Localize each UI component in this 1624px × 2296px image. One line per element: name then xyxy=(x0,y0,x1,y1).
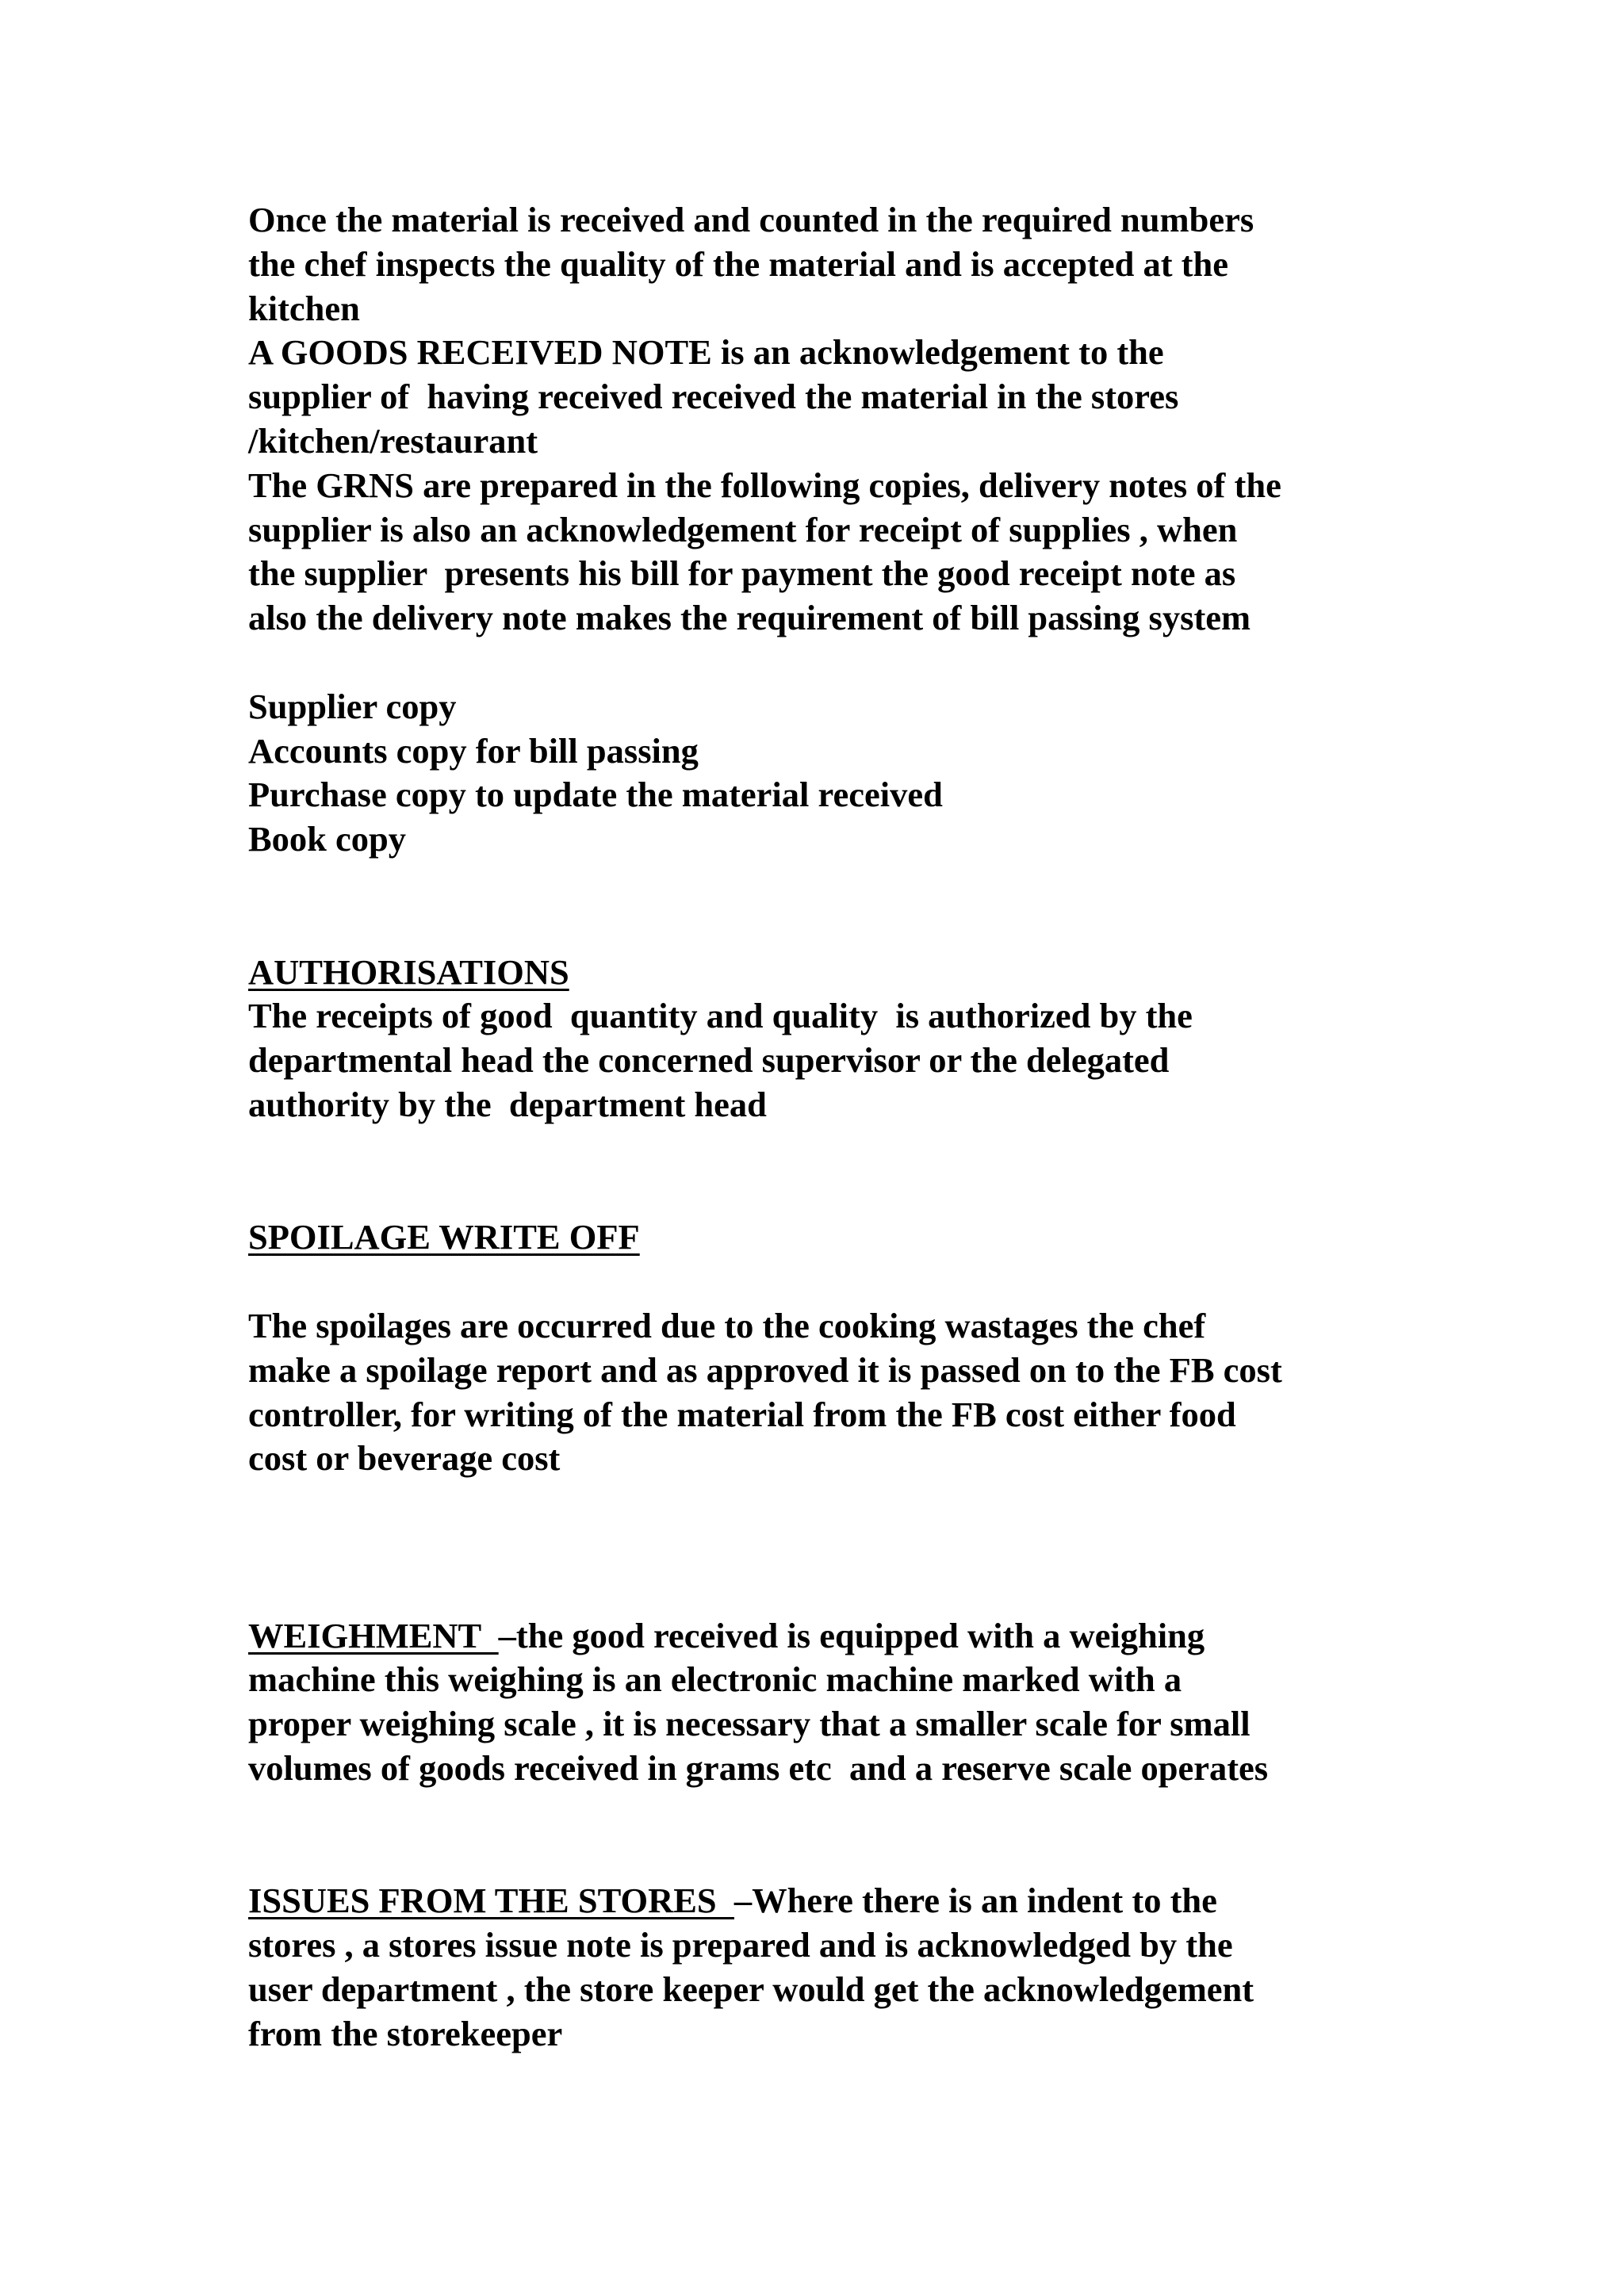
document-body xyxy=(248,198,1398,2056)
text-line: kitchen xyxy=(248,288,360,328)
text-line: make a spoilage report and as approved it is passed on to the FB cost xyxy=(248,1349,1282,1390)
text-line: stores , a stores issue note is prepared and is acknowledged by the xyxy=(248,1925,1233,1965)
text-line: machine this weighing is an electronic machine marked with a xyxy=(248,1659,1182,1700)
text-line: supplier of having received received the material in the stores xyxy=(248,377,1179,417)
authorisations-heading: AUTHORISATIONS xyxy=(248,951,569,992)
issues-heading: ISSUES FROM THE STORES xyxy=(248,1881,734,1921)
text-line: the supplier presents his bill for payment the good receipt note as xyxy=(248,553,1236,594)
intro-paragraph xyxy=(248,198,1398,641)
text-line: supplier is also an acknowledgement for receipt of supplies , when xyxy=(248,509,1238,549)
list-item: Book copy xyxy=(248,819,407,859)
text-line: the chef inspects the quality of the material and is accepted at the xyxy=(248,243,1228,284)
spoilage-heading: SPOILAGE WRITE OFF xyxy=(248,1217,640,1257)
list-item: Purchase copy to update the material received xyxy=(248,775,943,815)
text-line xyxy=(248,1879,1398,1923)
weighment-section xyxy=(248,1614,1398,1791)
text-line: volumes of goods received in grams etc and a reserve scale operates xyxy=(248,1747,1269,1788)
list-item: Supplier copy xyxy=(248,686,457,726)
list-item: Accounts copy for bill passing xyxy=(248,730,699,771)
authorisations-section xyxy=(248,951,1398,1127)
text-line: /kitchen/restaurant xyxy=(248,420,538,461)
text-line: controller, for writing of the material from the FB cost either food xyxy=(248,1394,1236,1434)
text-line: A GOODS RECEIVED NOTE is an acknowledgement to the xyxy=(248,332,1164,373)
text-line: The spoilages are occurred due to the cooking wastages the chef xyxy=(248,1305,1206,1345)
text-line: from the storekeeper xyxy=(248,2013,563,2053)
copies-list xyxy=(248,685,1398,862)
text-line: Once the material is received and counted in the required numbers xyxy=(248,200,1254,239)
text-line xyxy=(248,1614,1398,1659)
text-line: cost or beverage cost xyxy=(248,1438,561,1479)
text-line: also the delivery note makes the requirement of bill passing system xyxy=(248,598,1251,638)
text-line: authority by the department head xyxy=(248,1084,767,1124)
weighment-heading: WEIGHMENT xyxy=(248,1615,499,1655)
text-line: proper weighing scale , it is necessary that a smaller scale for small xyxy=(248,1704,1251,1744)
text-line: The receipts of good quantity and quality is authorized by the xyxy=(248,996,1193,1036)
text-line: departmental head the concerned supervisor or the delegated xyxy=(248,1040,1170,1081)
section-heading xyxy=(248,951,1398,995)
text-line: user department , the store keeper would get the acknowledgement xyxy=(248,1969,1254,2009)
issues-section xyxy=(248,1879,1398,2056)
section-heading xyxy=(248,1215,1398,1260)
text-line: The GRNS are prepared in the following copies, delivery notes of the xyxy=(248,465,1281,505)
issues-first-line: –Where there is an indent to the xyxy=(733,1881,1217,1921)
weighment-first-line: –the good received is equipped with a weighing xyxy=(498,1615,1205,1655)
spoilage-section xyxy=(248,1215,1398,1481)
